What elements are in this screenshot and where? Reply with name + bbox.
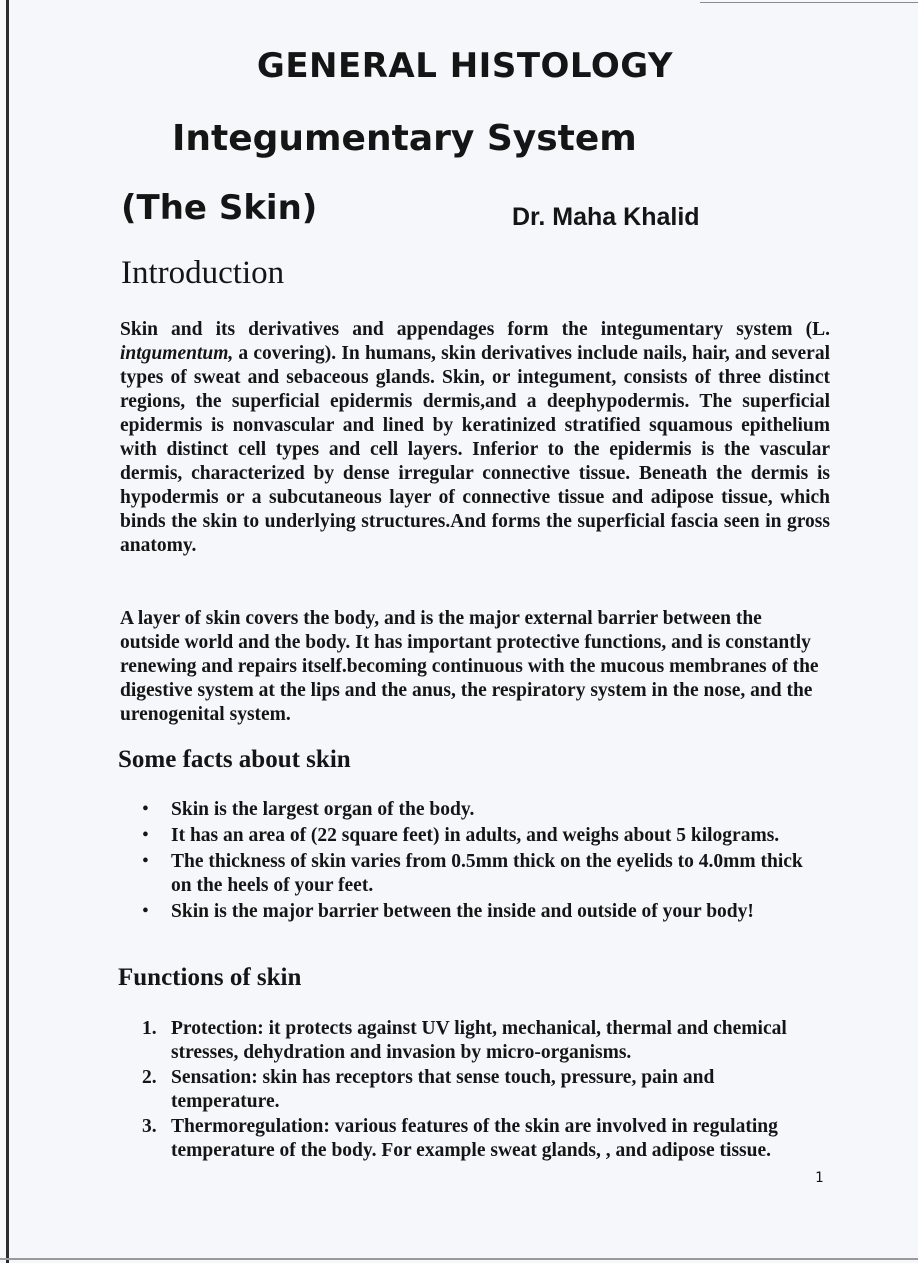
function-number: 1. <box>142 1018 157 1039</box>
facts-list <box>120 798 820 926</box>
fact-item: • It has an area of (22 square feet) in adults, and weighs about 5 kilograms. <box>120 824 820 848</box>
intro-text-start: Skin and its derivatives and appendages form the integumentary system (L. <box>120 319 830 340</box>
page-number: 1 <box>815 1170 824 1186</box>
fact-item: • Skin is the largest organ of the body. <box>120 798 820 822</box>
function-item <box>120 1017 820 1065</box>
document-subtitle: Integumentary System <box>172 118 637 159</box>
page-edge-left <box>6 0 9 1263</box>
author-name: Dr. Maha Khalid <box>512 203 700 231</box>
document-title: GENERAL HISTOLOGY <box>256 46 674 86</box>
function-text: Protection: it protects against UV light, mechanical, thermal and chemical stresses, dehydration and invasion by micro-organisms. <box>171 1018 787 1063</box>
intro-text-rest: a covering). In humans, skin derivatives include nails, hair, and several types of sweat and sebaceous glands. Skin, or integument, consists of three distinct regions, the superficial epidermis dermis,and a deephypodermis. The superficial epidermis is nonvascular and lined by keratinized stratified squamous epithelium with distinct cell types and cell layers. Inferior to the epidermis is the vascular dermis, characterized by dense irregular connective tissue. Beneath the dermis is hypodermis or a subcutaneous layer of connective tissue and adipose tissue, which binds the skin to underlying structures.And forms the superficial fascia seen in gross anatomy. <box>120 343 830 556</box>
fact-item: • Skin is the major barrier between the inside and outside of your body! <box>120 900 820 924</box>
function-text: Thermoregulation: various features of the skin are involved in regulating temperature of the body. For example sweat glands, , and adipose tissue. <box>171 1116 778 1161</box>
function-text: Sensation: skin has receptors that sense touch, pressure, pain and temperature. <box>171 1067 715 1112</box>
function-item <box>120 1066 820 1114</box>
page-edge-bottom <box>0 1258 918 1260</box>
introduction-paragraph-1 <box>120 318 830 558</box>
function-number: 2. <box>142 1067 157 1088</box>
facts-heading: Some facts about skin <box>118 746 351 773</box>
introduction-heading: Introduction <box>121 255 285 291</box>
latin-term: intgumentum, <box>120 343 234 364</box>
functions-heading: Functions of skin <box>118 964 302 991</box>
introduction-paragraph-2: A layer of skin covers the body, and is the major external barrier between the outside world and the body. It has important protective functions, and is constantly renewing and repairs itself.becoming continuous with the mucous membranes of the digestive system at the lips and the anus, the respiratory system in the nose, and the urenogenital system. <box>120 608 819 725</box>
fact-item: • The thickness of skin varies from 0.5mm thick on the eyelids to 4.0mm thick on the heels of your feet. <box>120 850 820 898</box>
functions-list <box>120 1017 820 1164</box>
function-number: 3. <box>142 1116 157 1137</box>
page-edge-top <box>700 2 918 3</box>
document-subtitle-skin: (The Skin) <box>121 188 318 228</box>
function-item <box>120 1115 820 1163</box>
